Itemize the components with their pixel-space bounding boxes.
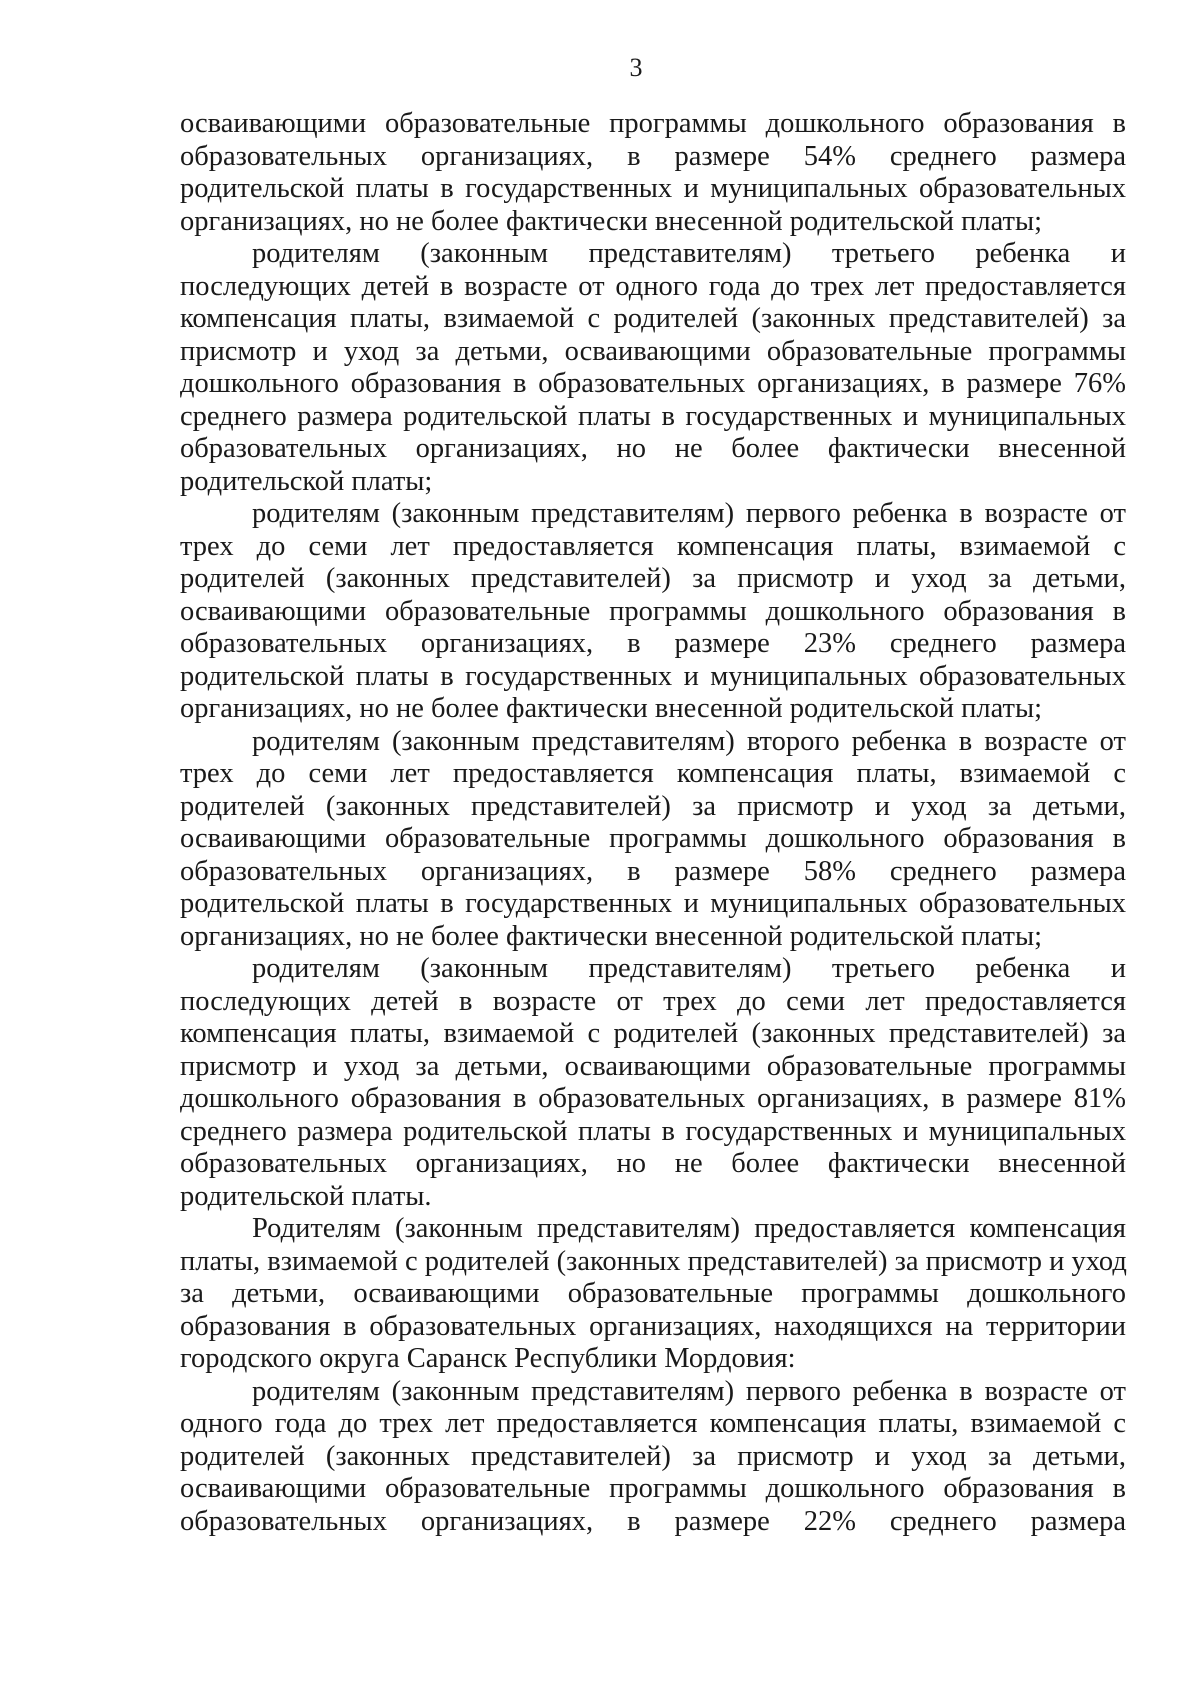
text-line: дошкольного образования в образовательных организациях, в размере 76% xyxy=(180,368,1126,399)
text-line: родительской платы. xyxy=(180,1180,432,1212)
text-line: за детьми, осваивающими образовательные программы дошкольного xyxy=(180,1278,1126,1309)
text-line: родительской платы; xyxy=(180,465,433,497)
text-line: Родителям (законным представителям) предоставляется компенсация xyxy=(252,1213,1126,1244)
text-line: организациях, но не более фактически внесенной родительской платы; xyxy=(180,693,1043,724)
text-line: образовательных организациях, но не более фактически внесенной xyxy=(180,433,1126,464)
text-line: образовательных организациях, но не более фактически внесенной xyxy=(180,1148,1126,1179)
text-line: среднего размера родительской платы в государственных и муниципальных xyxy=(180,400,1126,432)
text-line: осваивающими образовательные программы дошкольного образования в xyxy=(180,595,1126,627)
text-line: компенсация платы, взимаемой с родителей (законных представителей) за xyxy=(180,303,1126,334)
text-line: одного года до трех лет предоставляется компенсация платы, взимаемой с xyxy=(180,1408,1126,1439)
text-line: образовательных организациях, в размере 22% среднего размера xyxy=(180,1505,1126,1537)
text-line: последующих детей в возрасте от одного года до трех лет предоставляется xyxy=(180,270,1126,302)
text-line: городского округа Саранск Республики Мордовия: xyxy=(180,1343,796,1374)
text-line: родителей (законных представителей) за присмотр и уход за детьми, xyxy=(180,563,1126,594)
text-line: образовательных организациях, в размере 54% среднего размера xyxy=(180,140,1126,172)
text-line: образования в образовательных организациях, находящихся на территории xyxy=(180,1310,1126,1342)
text-line: платы, взимаемой с родителей (законных представителей) за присмотр и уход xyxy=(180,1245,1127,1277)
text-line: осваивающими образовательные программы дошкольного образования в xyxy=(180,1473,1126,1504)
text-line: присмотр и уход за детьми, осваивающими образовательные программы xyxy=(180,1050,1126,1082)
text-line: родительской платы в государственных и муниципальных образовательных xyxy=(180,173,1126,204)
text-line: трех до семи лет предоставляется компенсация платы, взимаемой с xyxy=(180,758,1126,789)
text-line: среднего размера родительской платы в государственных и муниципальных xyxy=(180,1115,1126,1147)
text-line: родителям (законным представителям) первого ребенка в возрасте от xyxy=(252,498,1126,529)
text-line: образовательных организациях, в размере 23% среднего размера xyxy=(180,628,1126,659)
text-line: родителей (законных представителей) за присмотр и уход за детьми, xyxy=(180,790,1126,822)
text-line: осваивающими образовательные программы дошкольного образования в xyxy=(180,823,1126,854)
text-line: организациях, но не более фактически внесенной родительской платы; xyxy=(180,205,1043,237)
text-line: организациях, но не более фактически внесенной родительской платы; xyxy=(180,920,1043,952)
text-line: родителям (законным представителям) третьего ребенка и xyxy=(252,238,1126,269)
text-line: родителям (законным представителям) первого ребенка в возрасте от xyxy=(252,1375,1126,1407)
page-number: 3 xyxy=(629,53,643,82)
text-line: родительской платы в государственных и муниципальных образовательных xyxy=(180,888,1126,919)
text-line: родительской платы в государственных и муниципальных образовательных xyxy=(180,660,1126,692)
text-line: трех до семи лет предоставляется компенсация платы, взимаемой с xyxy=(180,530,1126,562)
text-line: родителям (законным представителям) третьего ребенка и xyxy=(252,953,1126,984)
document-body xyxy=(180,108,1126,1538)
text-line: дошкольного образования в образовательных организациях, в размере 81% xyxy=(180,1083,1126,1114)
text-line: компенсация платы, взимаемой с родителей (законных представителей) за xyxy=(180,1018,1126,1049)
text-line: родителей (законных представителей) за присмотр и уход за детьми, xyxy=(180,1440,1126,1472)
text-line: последующих детей в возрасте от трех до семи лет предоставляется xyxy=(180,985,1126,1017)
text-line: родителям (законным представителям) второго ребенка в возрасте от xyxy=(252,725,1126,757)
text-line: осваивающими образовательные программы дошкольного образования в xyxy=(180,108,1126,139)
text-line: присмотр и уход за детьми, осваивающими образовательные программы xyxy=(180,335,1126,367)
text-line: образовательных организациях, в размере 58% среднего размера xyxy=(180,855,1126,887)
